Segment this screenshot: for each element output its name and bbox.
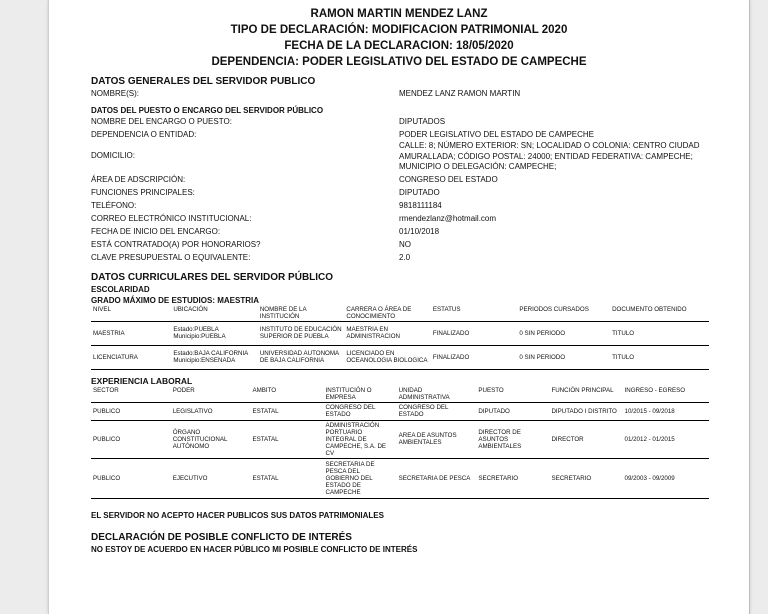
kv-row (91, 115, 709, 128)
kv-row (91, 186, 709, 199)
kv-row (91, 199, 709, 212)
column-header: AMBITO (250, 386, 323, 403)
table-cell: SECRETARIA DE PESCA DEL GOBIERNO DEL ESTADO DE CAMPECHE (324, 458, 397, 498)
table-cell: 01/2012 - 01/2015 (623, 420, 709, 458)
table-row (91, 402, 709, 420)
declaration-dependency: DEPENDENCIA: PODER LEGISLATIVO DEL ESTADO DE CAMPECHE (211, 56, 587, 68)
field-value: PODER LEGISLATIVO DEL ESTADO DE CAMPECHE (399, 130, 595, 139)
field-label: TELÉFONO: (91, 200, 137, 210)
kv-row (91, 238, 709, 251)
table-cell: UNIVERSIDAD AUTONOMA DE BAJA CALIFORNIA (258, 345, 345, 369)
section-title-conflicto: DECLARACIÓN DE POSIBLE CONFLICTO DE INTERÉS (91, 531, 352, 543)
table-cell: INSTITUTO DE EDUCACIÓN SUPERIOR DE PUEBLA (258, 321, 345, 345)
table-cell: MAESTRIA EN ADMINISTRACION (344, 321, 431, 345)
column-header: NIVEL (91, 305, 171, 322)
column-header: CARRERA O ÁREA DE CONOCIMIENTO (344, 305, 431, 322)
table-row (91, 321, 709, 345)
table-cell: ESTATAL (250, 420, 323, 458)
grado-label: GRADO MÁXIMO DE ESTUDIOS: MAESTRIA (91, 295, 260, 305)
declarant-name: RAMON MARTIN MENDEZ LANZ (310, 8, 488, 20)
field-value: NO (399, 239, 411, 249)
table-cell: TITULO (610, 321, 709, 345)
kv-row (91, 87, 709, 100)
table-cell: CONGRESO DEL ESTADO (397, 402, 477, 420)
table-cell: DIPUTADO (476, 402, 549, 420)
field-label: NOMBRE DEL ENCARGO O PUESTO: (91, 117, 232, 126)
declaration-date: FECHA DE LA DECLARACION: 18/05/2020 (284, 40, 514, 52)
escolaridad-label: ESCOLARIDAD (91, 284, 150, 294)
field-value: 2.0 (399, 252, 411, 262)
kv-row (91, 141, 709, 173)
table-cell: TITULO (610, 345, 709, 369)
column-header: FUNCIÓN PRINCIPAL (549, 386, 622, 403)
field-value: rmendezlanz@hotmail.com (399, 213, 497, 223)
column-header: UNIDAD ADMINISTRATIVA (397, 386, 477, 403)
column-header: PERIODOS CURSADOS (517, 305, 610, 322)
table-cell: SECRETARIO (476, 458, 549, 498)
table-cell: LICENCIADO EN OCEANOLOGIA BIOLOGICA (344, 345, 431, 369)
column-header: PODER (171, 386, 251, 403)
table-cell: ÓRGANO CONSTITUCIONAL AUTÓNOMO (171, 420, 251, 458)
field-value: CALLE: 8; NÚMERO EXTERIOR: SN; LOCALIDAD O COLONIA: CENTRO CIUDAD AMURALLADA; CÓDIGO POSTAL: 24000; ENTIDAD FEDERATIVA: CAMPECHE; MUNICIPIO O DELEGACIÓN: CAMPECHE; (399, 141, 700, 171)
kv-row (91, 251, 709, 264)
field-label: CORREO ELECTRÓNICO INSTITUCIONAL: (91, 213, 252, 223)
column-header: INSTITUCIÓN O EMPRESA (324, 386, 397, 403)
section-title-curriculares: DATOS CURRICULARES DEL SERVIDOR PÚBLICO (91, 271, 334, 283)
table-row (91, 420, 709, 458)
table-cell: MAESTRIA (91, 321, 171, 345)
column-header: SECTOR (91, 386, 171, 403)
field-label: FUNCIONES PRINCIPALES: (91, 187, 195, 197)
kv-row (91, 225, 709, 238)
table-cell: DIPUTADO I DISTRITO (549, 402, 622, 420)
table-cell: DIRECTOR DE ASUNTOS AMBIENTALES (476, 420, 549, 458)
table-cell: EJECUTIVO (171, 458, 251, 498)
document-page (48, 0, 750, 614)
section-title-puesto: DATOS DEL PUESTO O ENCARGO DEL SERVIDOR PÚBLICO (91, 106, 324, 115)
table-cell: 09/2003 - 09/2009 (623, 458, 709, 498)
table-row (91, 458, 709, 498)
field-label: ESTÁ CONTRATADO(A) POR HONORARIOS? (91, 239, 261, 249)
experiencia-table (91, 386, 709, 499)
field-value: CONGRESO DEL ESTADO (399, 174, 498, 184)
field-value: DIPUTADO (399, 187, 440, 197)
column-header: DOCUMENTO OBTENIDO (610, 305, 709, 322)
field-value: 01/10/2018 (399, 226, 440, 236)
table-cell: PUBLICO (91, 402, 171, 420)
document-body (91, 72, 709, 554)
field-label: ÁREA DE ADSCRIPCIÓN: (91, 174, 186, 184)
table-cell: ADMINISTRACIÓN PORTUARIO INTEGRAL DE CAMPECHE, S.A. DE CV (324, 420, 397, 458)
table-cell: FINALIZADO (431, 345, 518, 369)
section-title-experiencia: EXPERIENCIA LABORAL (91, 375, 193, 386)
table-cell: SECRETARIO (549, 458, 622, 498)
field-value: MENDEZ LANZ RAMON MARTIN (399, 89, 521, 98)
table-cell: 0 SIN PERIODO (517, 321, 610, 345)
declaration-type: TIPO DE DECLARACIÓN: MODIFICACION PATRIMONIAL 2020 (230, 24, 568, 36)
table-cell: LEGISLATIVO (171, 402, 251, 420)
kv-row (91, 128, 709, 141)
table-cell: CONGRESO DEL ESTADO (324, 402, 397, 420)
table-cell: PUBLICO (91, 458, 171, 498)
patrimonial-note: EL SERVIDOR NO ACEPTO HACER PUBLICOS SUS DATOS PATRIMONIALES (91, 510, 384, 520)
table-row (91, 345, 709, 369)
field-label: DEPENDENCIA O ENTIDAD: (91, 130, 197, 139)
table-cell: AREA DE ASUNTOS AMBIENTALES (397, 420, 477, 458)
field-label: CLAVE PRESUPUESTAL O EQUIVALENTE: (91, 252, 251, 262)
table-cell: ESTATAL (250, 458, 323, 498)
table-cell: FINALIZADO (431, 321, 518, 345)
document-header (49, 6, 749, 70)
table-cell: Estado:PUEBLA Municipio:PUEBLA (171, 321, 258, 345)
column-header: NOMBRE DE LA INSTITUCIÓN (258, 305, 345, 322)
column-header: PUESTO (476, 386, 549, 403)
column-header: UBICACIÓN (171, 305, 258, 322)
field-label: FECHA DE INICIO DEL ENCARGO: (91, 226, 221, 236)
table-cell: 10/2015 - 09/2018 (623, 402, 709, 420)
puesto-fields (91, 115, 709, 264)
table-cell: 0 SIN PERIODO (517, 345, 610, 369)
escolaridad-table (91, 305, 709, 370)
field-value: 9818111184 (399, 200, 442, 210)
column-header: ESTATUS (431, 305, 518, 322)
conflicto-note: NO ESTOY DE ACUERDO EN HACER PÚBLICO MI POSIBLE CONFLICTO DE INTERÉS (91, 544, 418, 554)
kv-row (91, 173, 709, 186)
table-cell: PUBLICO (91, 420, 171, 458)
section-title-generales: DATOS GENERALES DEL SERVIDOR PUBLICO (91, 76, 316, 87)
table-cell: Estado:BAJA CALIFORNIA Municipio:ENSENADA (171, 345, 258, 369)
field-label: DOMICILIO: (91, 151, 136, 160)
table-cell: SECRETARIA DE PESCA (397, 458, 477, 498)
column-header: INGRESO - EGRESO (623, 386, 709, 403)
table-cell: LICENCIATURA (91, 345, 171, 369)
field-label: NOMBRE(S): (91, 89, 139, 98)
table-cell: DIRECTOR (549, 420, 622, 458)
table-cell: ESTATAL (250, 402, 323, 420)
field-value: DIPUTADOS (399, 117, 446, 126)
kv-row (91, 212, 709, 225)
